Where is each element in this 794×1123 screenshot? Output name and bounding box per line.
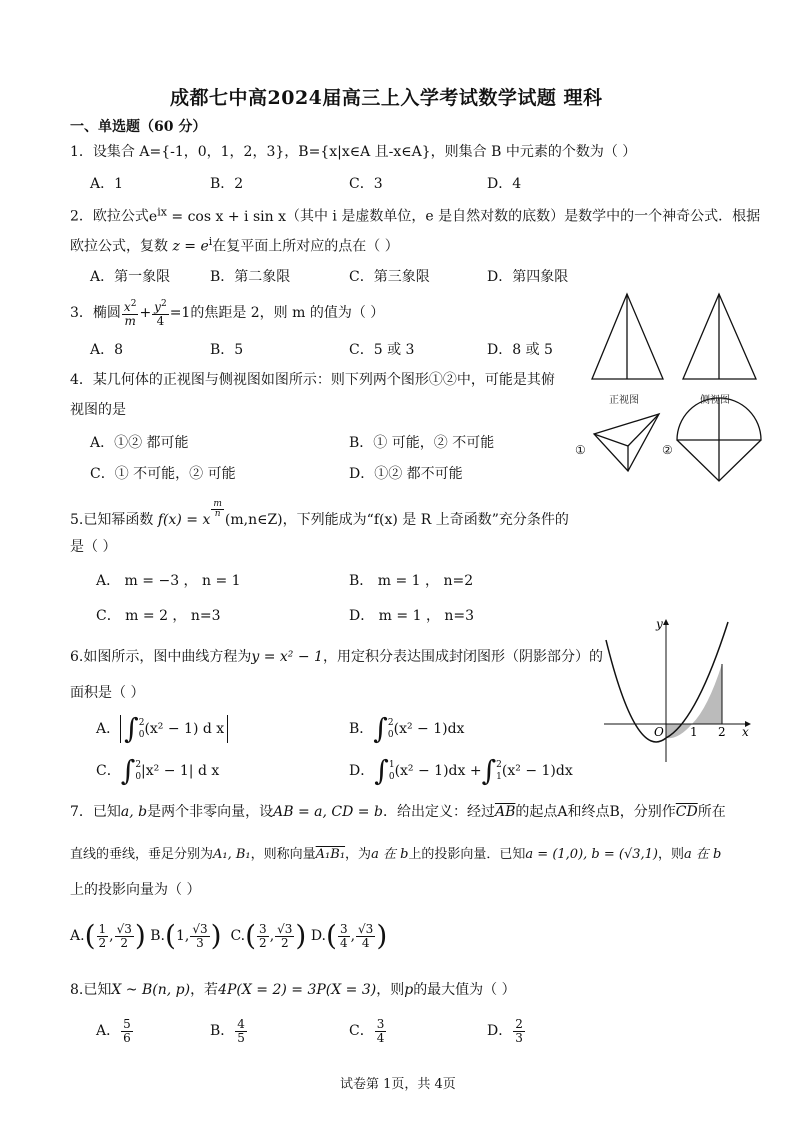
q8-option-d: D． $\frac{2}{3}$ bbox=[487, 1016, 523, 1045]
q2-option-d: D．第四象限 bbox=[487, 269, 569, 285]
q6-parabola-graph bbox=[598, 612, 758, 772]
q8-option-a: A． $\frac{5}{6}$ bbox=[96, 1016, 131, 1045]
q2-line2: 欧拉公式，复数 $z = e^i$在复平面上所对应的点在（ ） bbox=[70, 235, 399, 255]
q6-line1: 6.如图所示，图中曲线方程为y = x² − 1，用定积分表达围成封闭图形（阴影部分）的 bbox=[70, 649, 603, 665]
q1-option-a: A．1 bbox=[90, 176, 124, 192]
q2-stem-a: 2．欧拉公式 bbox=[70, 208, 149, 225]
q3-frac-y: $\frac{y^2}{4}$ bbox=[154, 299, 167, 328]
page-footer: 试卷第 1页，共 4页 bbox=[340, 1077, 456, 1092]
q7-option-b: B.(1, $\frac{√3}{3}$ ) bbox=[150, 919, 222, 952]
q8-option-b: B． $\frac{4}{5}$ bbox=[210, 1016, 245, 1045]
origin-label: O bbox=[654, 725, 664, 739]
q4-stem-b: 视图的是 bbox=[70, 402, 126, 418]
q5-option-a: A． m = −3 ， n = 1 bbox=[96, 573, 241, 589]
q5-line1: 5.已知幂函数 f(x) = x $\frac{m}{n}$ (m,n∈Z)，下列能成为“f(x) 是 R 上奇函数”充分条件的 bbox=[70, 499, 569, 528]
q4-option-b: B．① 可能，② 不可能 bbox=[349, 435, 495, 451]
shaded-region-1-2 bbox=[692, 664, 722, 724]
q3-stem: 3．椭圆 $\frac{x^2}{m}$ + $\frac{y^2}{4}$ =1的焦距是 2，则 m 的值为（ ） bbox=[70, 299, 385, 328]
figure-mark-1: ① bbox=[575, 443, 586, 457]
q5-option-c: C． m = 2 ， n=3 bbox=[96, 608, 221, 624]
q6-stem-c: 面积是（ ） bbox=[70, 685, 145, 701]
q7-options bbox=[70, 915, 387, 957]
q6-option-d: D．∫ 1 0 (x² − 1)dx +∫ 2 1 (x² − 1)dx bbox=[349, 754, 573, 787]
q1-stem: 1．设集合 A={-1，0，1，2，3}，B={x|x∈A 且-x∈A}，则集合 B 中元素的个数为（ ） bbox=[70, 144, 637, 160]
caption-front-view: 正视图 bbox=[609, 395, 639, 406]
tick-label-1: 1 bbox=[690, 725, 698, 739]
q2-option-c: C．第三象限 bbox=[349, 269, 430, 285]
q2-stem-b: （其中 i 是虚数单位，e 是自然对数的底数）是数学中的一个神奇公式．根据 bbox=[285, 208, 761, 225]
q3-option-d: D．8 或 5 bbox=[487, 342, 553, 358]
q5-function: f(x) = x bbox=[157, 512, 211, 528]
q2-line1 bbox=[70, 202, 760, 227]
caption-side-view: 侧视图 bbox=[700, 395, 730, 406]
x-axis-label: x bbox=[742, 725, 749, 739]
q1-option-d: D．4 bbox=[487, 176, 522, 192]
q1-option-b: B．2 bbox=[210, 176, 244, 192]
q4-three-view-figure bbox=[572, 288, 772, 498]
q2-euler: $e^{ix} = \cos x + i$ sin x bbox=[148, 205, 286, 225]
q5-exponent: $\frac{m}{n}$ bbox=[213, 499, 222, 519]
q4-option-a: A．①② 都可能 bbox=[90, 435, 189, 451]
q6-option-a: A． ∫ 2 0 (x² − 1) d x bbox=[96, 712, 228, 746]
q7-line1: 7．已知a, b是两个非零向量，设AB = a, CD = b．给出定义：经过$\overline{AB}$的起点A和终点B，分别作$\overline{CD}$所在 bbox=[70, 804, 726, 820]
figure-mark-2: ② bbox=[662, 443, 673, 457]
q7-option-d: D.( $\frac{3}{4}$ , $\frac{√3}{4}$ ) bbox=[310, 919, 388, 952]
q5-option-d: D． m = 1 ， n=3 bbox=[349, 608, 475, 624]
q8-option-c: C． $\frac{3}{4}$ bbox=[349, 1016, 385, 1045]
q6-option-c: C．∫ 2 0 |x² − 1| d x bbox=[96, 754, 220, 787]
tick-label-2: 2 bbox=[718, 725, 726, 739]
q5-stem-c: 是（ ） bbox=[70, 539, 117, 555]
q7-option-a: A.( $\frac{1}{2}$ , $\frac{√3}{2}$ ) bbox=[70, 919, 146, 952]
q1-option-c: C．3 bbox=[349, 176, 383, 192]
q3-frac-x: $\frac{x^2}{m}$ bbox=[123, 299, 137, 328]
q6-option-b: B．∫ 2 0 (x² − 1)dx bbox=[349, 712, 465, 745]
q8-stem: 8.已知X ~ B(n, p)，若4P(X = 2) = 3P(X = 3)，则p的最大值为（ ） bbox=[70, 982, 516, 998]
section-heading: 一、单选题（60 分） bbox=[70, 119, 207, 135]
q2-option-b: B．第二象限 bbox=[210, 269, 291, 285]
q2-option-a: A．第一象限 bbox=[90, 269, 171, 285]
q3-option-a: A．8 bbox=[90, 342, 124, 358]
page-title: 成都七中高2024届高三上入学考试数学试题 理科 bbox=[170, 87, 603, 109]
q3-option-b: B．5 bbox=[210, 342, 244, 358]
y-axis-label: y bbox=[656, 617, 663, 631]
q4-option-d: D．①② 都不可能 bbox=[349, 466, 463, 482]
q4-stem-a: 4．某几何体的正视图与侧视图如图所示：则下列两个图形①②中，可能是其俯 bbox=[70, 372, 555, 388]
top-view-option-1 bbox=[594, 414, 659, 471]
q7-line2: 直线的垂线，垂足分别为A₁, B₁，则称向量A₁B₁，为a 在 b上的投影向量．已知a = (1,0), b = (√3,1)，则a 在 b bbox=[70, 847, 722, 862]
q7-line3: 上的投影向量为（ ） bbox=[70, 882, 201, 898]
q3-option-c: C．5 或 3 bbox=[349, 342, 415, 358]
q4-option-c: C．① 不可能，② 可能 bbox=[90, 466, 236, 482]
q5-option-b: B． m = 1 ， n=2 bbox=[349, 573, 474, 589]
q7-option-c: C.( $\frac{3}{2}$ , $\frac{√3}{2}$ ) bbox=[230, 919, 307, 952]
